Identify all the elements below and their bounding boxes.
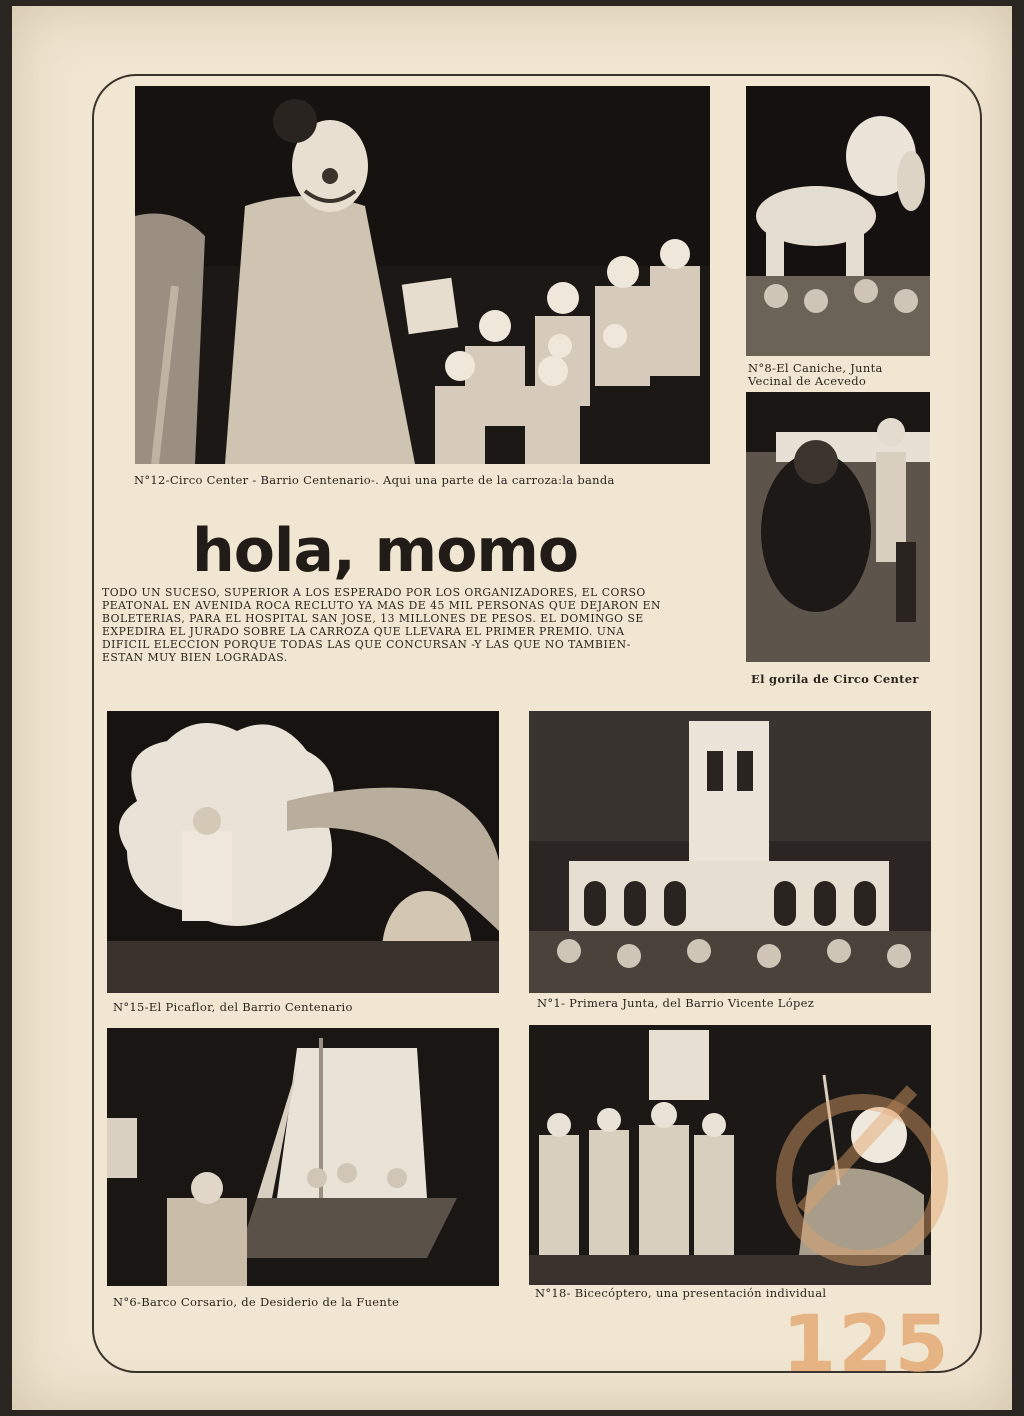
caption-poodle-float: N°8-El Caniche, Junta Vecinal de Acevedo [748, 361, 883, 388]
photo-gorilla [746, 392, 930, 662]
caption-clown-band: N°12-Circo Center - Barrio Centenario-. Aqui una parte de la carroza:la banda [134, 473, 615, 487]
page-title: hola, momo [192, 516, 579, 586]
photo-poodle-float [746, 86, 930, 356]
article-lede: TODO UN SUCESO, SUPERIOR A LOS ESPERADO POR LOS ORGANIZADORES, EL CORSO PEATONAL EN AVENIDA ROCA RECLUTO YA MAS DE 45 MIL PERSONAS QUE DEJARON EN BOLETERIAS, PARA EL HOSPITAL SAN JOSE, 13 MILLONES DE PESOS. EL DOMINGO SE EXPEDIRA EL JURADO SOBRE LA CARROZA QUE LLEVARA EL PRIMER PREMIO. UNA DIFICIL ELECCION PORQUE TODAS LAS QUE CONCURSAN -Y LAS QUE NO TAMBIEN- ESTAN MUY BIEN LOGRADAS. [102, 586, 661, 664]
caption-bicecoptero: N°18- Bicecóptero, una presentación individual [535, 1286, 827, 1300]
watermark-stamp [762, 1070, 962, 1400]
caption-cabildo-float: N°1- Primera Junta, del Barrio Vicente López [537, 996, 815, 1010]
stamp-number: 125 [782, 1300, 951, 1390]
photo-pirate-ship [107, 1028, 499, 1286]
caption-picaflor-float: N°15-El Picaflor, del Barrio Centenario [113, 1000, 353, 1014]
photo-clown-band [135, 86, 710, 464]
photo-cabildo-float [529, 711, 931, 993]
caption-gorilla: El gorila de Circo Center [751, 672, 919, 686]
photo-picaflor-float [107, 711, 499, 993]
caption-pirate-ship: N°6-Barco Corsario, de Desiderio de la Fuente [113, 1295, 400, 1309]
